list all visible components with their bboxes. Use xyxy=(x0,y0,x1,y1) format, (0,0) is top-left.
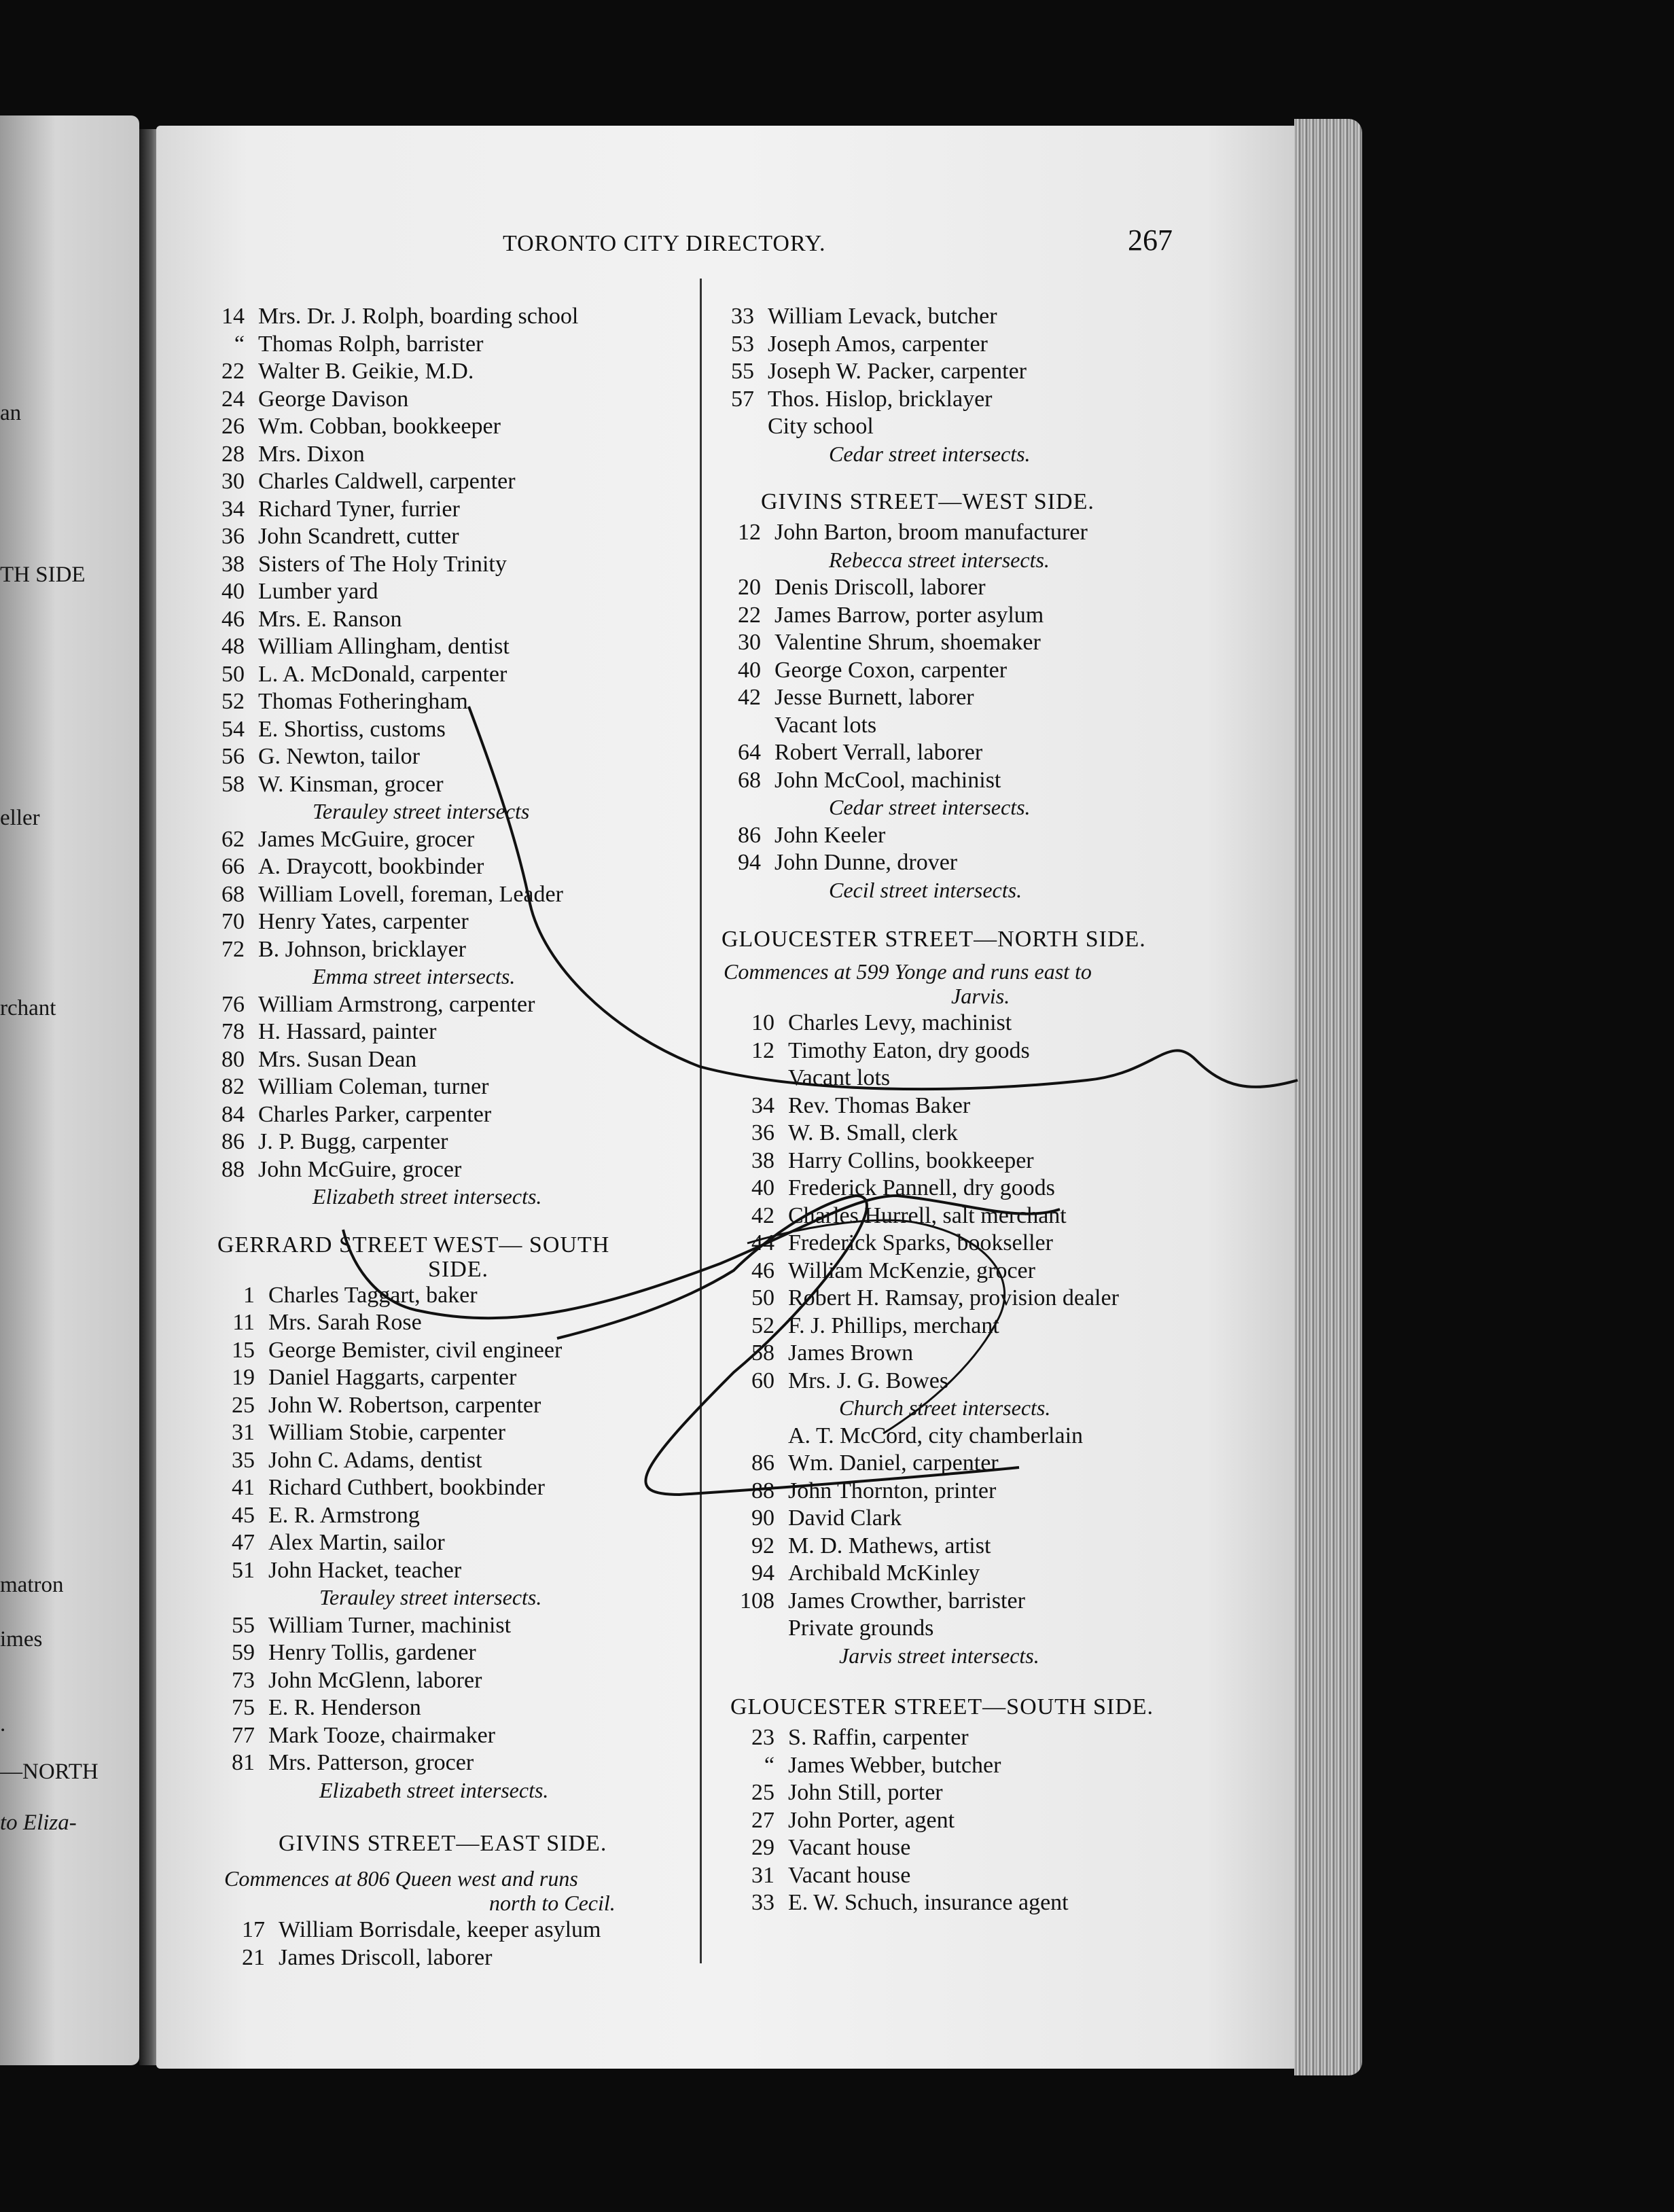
house-number: 53 xyxy=(731,331,754,357)
house-number: 54 xyxy=(221,716,245,742)
house-number: 73 xyxy=(232,1667,255,1693)
resident-name: Vacant house xyxy=(788,1835,911,1860)
house-number: 17 xyxy=(242,1917,265,1942)
resident-name: Frederick Sparks, bookseller xyxy=(788,1230,1053,1255)
house-number: 84 xyxy=(221,1101,245,1127)
house-number: 78 xyxy=(221,1019,245,1044)
resident-name: John W. Robertson, carpenter xyxy=(268,1392,541,1418)
resident-name: William Lovell, foreman, Leader xyxy=(258,881,563,907)
house-number: 108 xyxy=(740,1588,774,1613)
house-number: 75 xyxy=(232,1695,255,1720)
intersection-note: Cecil street intersects. xyxy=(829,877,1022,902)
resident-name: Charles Hurrell, salt merchant xyxy=(788,1202,1067,1228)
resident-name: William Borrisdale, keeper asylum xyxy=(279,1917,601,1942)
resident-name: William McKenzie, grocer xyxy=(788,1257,1035,1283)
house-number: 68 xyxy=(738,767,761,793)
house-number: 11 xyxy=(232,1310,255,1335)
resident-name: Harry Collins, bookkeeper xyxy=(788,1147,1034,1173)
resident-name: Archibald McKinley xyxy=(788,1560,980,1586)
resident-name: John Porter, agent xyxy=(788,1807,955,1833)
house-number: 86 xyxy=(751,1450,774,1476)
resident-name: Charles Levy, machinist xyxy=(788,1010,1012,1035)
street-heading-cont: SIDE. xyxy=(428,1256,489,1282)
resident-name: Mrs. Susan Dean xyxy=(258,1046,417,1072)
resident-name: John Hacket, teacher xyxy=(268,1557,462,1583)
resident-name: Wm. Daniel, carpenter xyxy=(788,1450,999,1476)
street-note: Commences at 806 Queen west and runs xyxy=(224,1866,578,1891)
house-number: 38 xyxy=(751,1147,774,1173)
house-number: 19 xyxy=(232,1365,255,1390)
resident-name: John McGlenn, laborer xyxy=(268,1667,482,1693)
street-heading: GIVINS STREET—WEST SIDE. xyxy=(761,489,1094,514)
facing-page-fragment: an xyxy=(0,401,22,425)
resident-name: E. Shortiss, customs xyxy=(258,716,446,742)
house-number: 52 xyxy=(221,689,245,714)
resident-name: George Coxon, carpenter xyxy=(774,657,1008,683)
resident-name: Vacant house xyxy=(788,1862,911,1888)
house-number: 34 xyxy=(221,496,245,522)
facing-page-fragment: to Eliza- xyxy=(0,1810,77,1835)
resident-name: Thomas Fotheringham xyxy=(258,689,468,714)
resident-name: Mrs. J. G. Bowes xyxy=(788,1368,949,1393)
intersection-note: Elizabeth street intersects. xyxy=(313,1184,542,1209)
resident-name: Wm. Cobban, bookkeeper xyxy=(258,414,501,439)
house-number: 90 xyxy=(751,1505,774,1531)
resident-name: Mrs. Sarah Rose xyxy=(268,1310,422,1335)
resident-name: James McGuire, grocer xyxy=(258,826,475,852)
resident-name: Frederick Pannell, dry goods xyxy=(788,1175,1055,1200)
resident-name: A. T. McCord, city chamberlain xyxy=(788,1423,1084,1448)
resident-name: John Dunne, drover xyxy=(774,850,958,875)
house-number: 34 xyxy=(751,1092,774,1118)
house-number: 31 xyxy=(751,1862,774,1888)
resident-name: David Clark xyxy=(788,1505,902,1531)
resident-name: William Turner, machinist xyxy=(268,1612,512,1638)
house-number: 40 xyxy=(738,657,761,683)
resident-name: Walter B. Geikie, M.D. xyxy=(258,359,474,384)
house-number: 82 xyxy=(221,1074,245,1099)
house-number: 24 xyxy=(221,386,245,412)
house-number: “ xyxy=(234,331,245,357)
house-number: 58 xyxy=(751,1340,774,1366)
house-number: 29 xyxy=(751,1835,774,1860)
house-number: 62 xyxy=(221,826,245,852)
house-number: 64 xyxy=(738,740,761,765)
house-number: 40 xyxy=(221,579,245,604)
house-number: 52 xyxy=(751,1313,774,1338)
street-heading: GLOUCESTER STREET—SOUTH SIDE. xyxy=(730,1694,1154,1719)
house-number: 55 xyxy=(232,1612,255,1638)
resident-name: Charles Taggart, baker xyxy=(268,1282,478,1308)
resident-name: Thomas Rolph, barrister xyxy=(258,331,484,357)
street-note: north to Cecil. xyxy=(489,1891,616,1915)
resident-name: B. Johnson, bricklayer xyxy=(258,936,466,962)
street-note: Jarvis. xyxy=(951,984,1010,1008)
house-number: 27 xyxy=(751,1807,774,1833)
resident-name: G. Newton, tailor xyxy=(258,744,420,769)
house-number: 25 xyxy=(751,1780,774,1805)
resident-name: Mrs. Patterson, grocer xyxy=(268,1750,474,1775)
resident-name: Richard Tyner, furrier xyxy=(258,496,460,522)
street-heading: GIVINS STREET—EAST SIDE. xyxy=(279,1831,607,1856)
resident-name: Mrs. Dixon xyxy=(258,441,365,467)
resident-name: S. Raffin, carpenter xyxy=(788,1725,969,1750)
resident-name: A. Draycott, bookbinder xyxy=(258,854,484,879)
resident-name: E. W. Schuch, insurance agent xyxy=(788,1890,1069,1915)
house-number: 31 xyxy=(232,1420,255,1445)
house-number: 66 xyxy=(221,854,245,879)
intersection-note: Emma street intersects. xyxy=(313,964,516,988)
house-number: 70 xyxy=(221,909,245,934)
resident-name: W. B. Small, clerk xyxy=(788,1120,958,1145)
resident-name: John McCool, machinist xyxy=(774,767,1001,793)
resident-name: John Scandrett, cutter xyxy=(258,524,459,549)
resident-name: Valentine Shrum, shoemaker xyxy=(774,630,1041,655)
intersection-note: Terauley street intersects xyxy=(313,799,530,823)
facing-page-fragment: rchant xyxy=(0,996,56,1020)
page-header-title: TORONTO CITY DIRECTORY. xyxy=(503,231,826,256)
resident-name: George Bemister, civil engineer xyxy=(268,1337,563,1363)
resident-name: L. A. McDonald, carpenter xyxy=(258,661,507,687)
house-number: 23 xyxy=(751,1725,774,1750)
house-number: 22 xyxy=(738,602,761,628)
house-number: 14 xyxy=(221,304,245,329)
house-number: 68 xyxy=(221,881,245,907)
house-number: 51 xyxy=(232,1557,255,1583)
resident-name: Henry Yates, carpenter xyxy=(258,909,469,934)
house-number: 94 xyxy=(738,850,761,875)
resident-name: John McGuire, grocer xyxy=(258,1156,462,1182)
house-number: 26 xyxy=(221,414,245,439)
resident-name: Charles Parker, carpenter xyxy=(258,1101,492,1127)
intersection-note: Terauley street intersects. xyxy=(319,1585,542,1609)
house-number: 88 xyxy=(751,1478,774,1503)
street-note: Commences at 599 Yonge and runs east to xyxy=(724,959,1092,984)
resident-name: James Driscoll, laborer xyxy=(279,1944,493,1970)
resident-name: Sisters of The Holy Trinity xyxy=(258,551,507,577)
house-number: 42 xyxy=(751,1202,774,1228)
resident-name: Denis Driscoll, laborer xyxy=(774,575,986,600)
resident-name: James Brown xyxy=(788,1340,914,1366)
house-number: 38 xyxy=(221,551,245,577)
resident-name: Robert H. Ramsay, provision dealer xyxy=(788,1285,1119,1310)
house-number: 45 xyxy=(232,1502,255,1528)
house-number: 81 xyxy=(232,1750,255,1775)
house-number: 36 xyxy=(221,524,245,549)
resident-name: Vacant lots xyxy=(788,1065,891,1090)
street-heading: GERRARD STREET WEST— SOUTH xyxy=(217,1232,610,1257)
resident-name: Joseph Amos, carpenter xyxy=(768,331,988,357)
resident-name: City school xyxy=(768,414,874,439)
house-number: 57 xyxy=(731,386,754,412)
house-number: 50 xyxy=(221,661,245,687)
house-number: 28 xyxy=(221,441,245,467)
resident-name: John Barton, broom manufacturer xyxy=(774,520,1088,545)
house-number: 40 xyxy=(751,1175,774,1200)
intersection-note: Jarvis street intersects. xyxy=(839,1643,1039,1668)
resident-name: Vacant lots xyxy=(774,712,877,738)
facing-page-fragment: imes xyxy=(0,1627,43,1652)
resident-name: John Keeler xyxy=(774,822,886,848)
house-number: 58 xyxy=(221,771,245,797)
house-number: 36 xyxy=(751,1120,774,1145)
facing-page-fragment: eller xyxy=(0,806,40,830)
house-number: 22 xyxy=(221,359,245,384)
resident-name: Charles Caldwell, carpenter xyxy=(258,469,516,494)
street-heading: GLOUCESTER STREET—NORTH SIDE. xyxy=(722,927,1146,952)
house-number: 44 xyxy=(751,1230,774,1255)
resident-name: M. D. Mathews, artist xyxy=(788,1533,991,1558)
house-number: 10 xyxy=(751,1010,774,1035)
house-number: 47 xyxy=(232,1530,255,1555)
house-number: 50 xyxy=(751,1285,774,1310)
house-number: 33 xyxy=(731,304,754,329)
resident-name: William Levack, butcher xyxy=(768,304,997,329)
house-number: 60 xyxy=(751,1368,774,1393)
house-number: 21 xyxy=(242,1944,265,1970)
house-number: 46 xyxy=(751,1257,774,1283)
intersection-note: Cedar street intersects. xyxy=(829,441,1031,466)
resident-name: J. P. Bugg, carpenter xyxy=(258,1129,448,1154)
resident-name: William Coleman, turner xyxy=(258,1074,489,1099)
resident-name: W. Kinsman, grocer xyxy=(258,771,444,797)
resident-name: John C. Adams, dentist xyxy=(268,1447,482,1473)
house-number: 1 xyxy=(243,1282,255,1308)
resident-name: Mrs. E. Ranson xyxy=(258,606,402,632)
resident-name: Timothy Eaton, dry goods xyxy=(788,1037,1030,1063)
resident-name: E. R. Armstrong xyxy=(268,1502,420,1528)
page-number: 267 xyxy=(1128,224,1173,257)
resident-name: Joseph W. Packer, carpenter xyxy=(768,359,1027,384)
resident-name: James Webber, butcher xyxy=(788,1752,1001,1778)
resident-name: Rev. Thomas Baker xyxy=(788,1092,971,1118)
house-number: 94 xyxy=(751,1560,774,1586)
resident-name: H. Hassard, painter xyxy=(258,1019,437,1044)
resident-name: Daniel Haggarts, carpenter xyxy=(268,1365,517,1390)
facing-page-fragment: —NORTH xyxy=(0,1760,99,1784)
house-number: “ xyxy=(764,1752,774,1778)
house-number: 12 xyxy=(751,1037,774,1063)
resident-name: Lumber yard xyxy=(258,579,378,604)
facing-page-fragment: matron xyxy=(0,1573,64,1597)
resident-name: Richard Cuthbert, bookbinder xyxy=(268,1475,545,1500)
house-number: 80 xyxy=(221,1046,245,1072)
resident-name: Jesse Burnett, laborer xyxy=(774,685,974,710)
resident-name: Mrs. Dr. J. Rolph, boarding school xyxy=(258,304,579,329)
house-number: 92 xyxy=(751,1533,774,1558)
facing-page-fragment: TH SIDE xyxy=(0,563,86,587)
resident-name: Mark Tooze, chairmaker xyxy=(268,1722,496,1748)
house-number: 86 xyxy=(221,1129,245,1154)
house-number: 76 xyxy=(221,991,245,1017)
house-number: 20 xyxy=(738,575,761,600)
resident-name: E. R. Henderson xyxy=(268,1695,421,1720)
house-number: 59 xyxy=(232,1640,255,1665)
house-number: 33 xyxy=(751,1890,774,1915)
house-number: 48 xyxy=(221,634,245,659)
resident-name: F. J. Phillips, merchant xyxy=(788,1313,999,1338)
house-number: 55 xyxy=(731,359,754,384)
resident-name: George Davison xyxy=(258,386,409,412)
resident-name: William Armstrong, carpenter xyxy=(258,991,535,1017)
resident-name: Alex Martin, sailor xyxy=(268,1530,445,1555)
house-number: 46 xyxy=(221,606,245,632)
house-number: 42 xyxy=(738,685,761,710)
house-number: 15 xyxy=(232,1337,255,1363)
resident-name: William Stobie, carpenter xyxy=(268,1420,505,1445)
house-number: 72 xyxy=(221,936,245,962)
house-number: 30 xyxy=(221,469,245,494)
resident-name: Robert Verrall, laborer xyxy=(774,740,983,765)
house-number: 77 xyxy=(232,1722,255,1748)
house-number: 41 xyxy=(232,1475,255,1500)
resident-name: Thos. Hislop, bricklayer xyxy=(768,386,993,412)
resident-name: William Allingham, dentist xyxy=(258,634,510,659)
resident-name: Henry Tollis, gardener xyxy=(268,1640,476,1665)
resident-name: John Still, porter xyxy=(788,1780,943,1805)
resident-name: Private grounds xyxy=(788,1616,934,1641)
house-number: 88 xyxy=(221,1156,245,1182)
intersection-note: Elizabeth street intersects. xyxy=(319,1777,549,1802)
resident-name: John Thornton, printer xyxy=(788,1478,997,1503)
house-number: 30 xyxy=(738,630,761,655)
facing-page-fragment: . xyxy=(0,1712,6,1736)
resident-name: James Crowther, barrister xyxy=(788,1588,1025,1613)
house-number: 86 xyxy=(738,822,761,848)
intersection-note: Church street intersects. xyxy=(839,1395,1051,1420)
intersection-note: Rebecca street intersects. xyxy=(829,547,1050,572)
resident-name: James Barrow, porter asylum xyxy=(774,602,1044,628)
intersection-note: Cedar street intersects. xyxy=(829,795,1031,819)
house-number: 35 xyxy=(232,1447,255,1473)
house-number: 56 xyxy=(221,744,245,769)
house-number: 12 xyxy=(738,520,761,545)
house-number: 25 xyxy=(232,1392,255,1418)
